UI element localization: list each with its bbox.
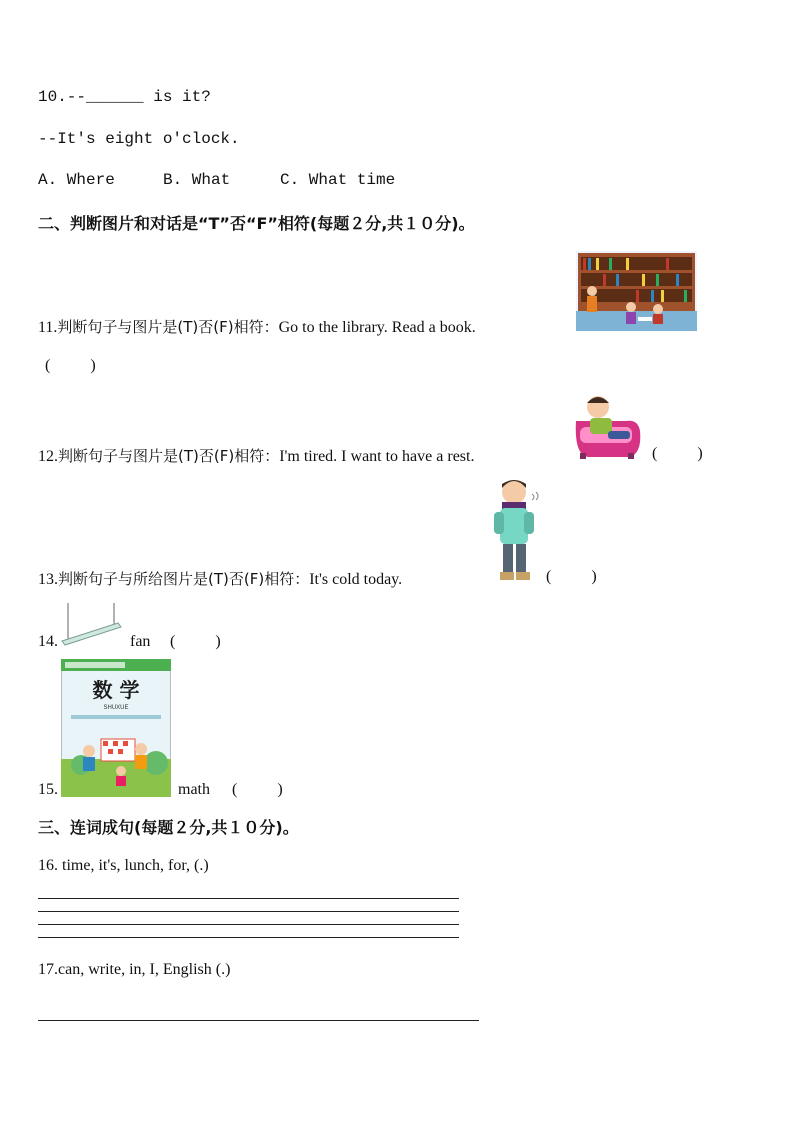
section-2-title: 二、判断图片和对话是“T”否“F”相符(每题２分,共１０分)。	[38, 214, 475, 233]
q11-stem	[38, 316, 476, 337]
q11-instruction: 判断句子与图片是(T)否(F)相符：	[57, 318, 279, 336]
light-tube-picture	[60, 603, 122, 647]
q16-answer-line-1[interactable]	[38, 898, 459, 899]
math-book-title: 数 学	[92, 678, 140, 702]
q13-number: 13.	[38, 571, 58, 588]
library-picture	[576, 251, 697, 331]
cold-boy-picture	[490, 476, 540, 584]
q10-option-a: A. Where	[38, 171, 115, 189]
q12-number: 12.	[38, 448, 58, 465]
math-book-pinyin: SHUXUE	[103, 705, 129, 711]
q13-stem	[38, 568, 402, 589]
q16-stem: 16. time, it's, lunch, for, (.)	[38, 857, 209, 874]
q13-instruction: 判断句子与所给图片是(T)否(F)相符：	[58, 570, 310, 588]
math-book-picture	[61, 659, 171, 797]
q10-answer-line: --It's eight o'clock.	[38, 130, 240, 148]
q11-sentence: Go to the library. Read a book.	[278, 319, 476, 336]
q15-word: math	[178, 781, 210, 798]
q17-stem: 17.can, write, in, I, English (.)	[38, 961, 231, 978]
q14-number: 14.	[38, 633, 58, 650]
q15-number: 15.	[38, 781, 58, 798]
q14-word: fan	[130, 633, 151, 650]
section-3-title: 三、连词成句(每题２分,共１０分)。	[38, 818, 299, 837]
q10-stem: 10.--______ is it?	[38, 88, 211, 106]
q13-sentence: It's cold today.	[309, 571, 403, 588]
q12-sentence: I'm tired. I want to have a rest.	[279, 448, 475, 465]
q10-option-c: C. What time	[280, 171, 396, 189]
q12-answer-blank[interactable]: ( )	[652, 445, 703, 462]
q16-answer-line-2[interactable]	[38, 911, 459, 912]
q12-stem	[38, 445, 474, 466]
q15-answer-blank[interactable]: ( )	[232, 781, 283, 798]
q13-answer-blank[interactable]: ( )	[546, 568, 597, 585]
q10-option-b: B. What	[163, 171, 231, 189]
q12-instruction: 判断句子与图片是(T)否(F)相符：	[58, 447, 280, 465]
q17-answer-line[interactable]	[38, 1020, 479, 1021]
q11-answer-blank[interactable]: ( )	[45, 357, 96, 374]
q16-answer-line-4[interactable]	[38, 937, 459, 938]
q16-answer-line-3[interactable]	[38, 924, 459, 925]
resting-picture	[568, 391, 644, 461]
q11-number: 11.	[38, 319, 58, 336]
q14-answer-blank[interactable]: ( )	[170, 633, 221, 650]
